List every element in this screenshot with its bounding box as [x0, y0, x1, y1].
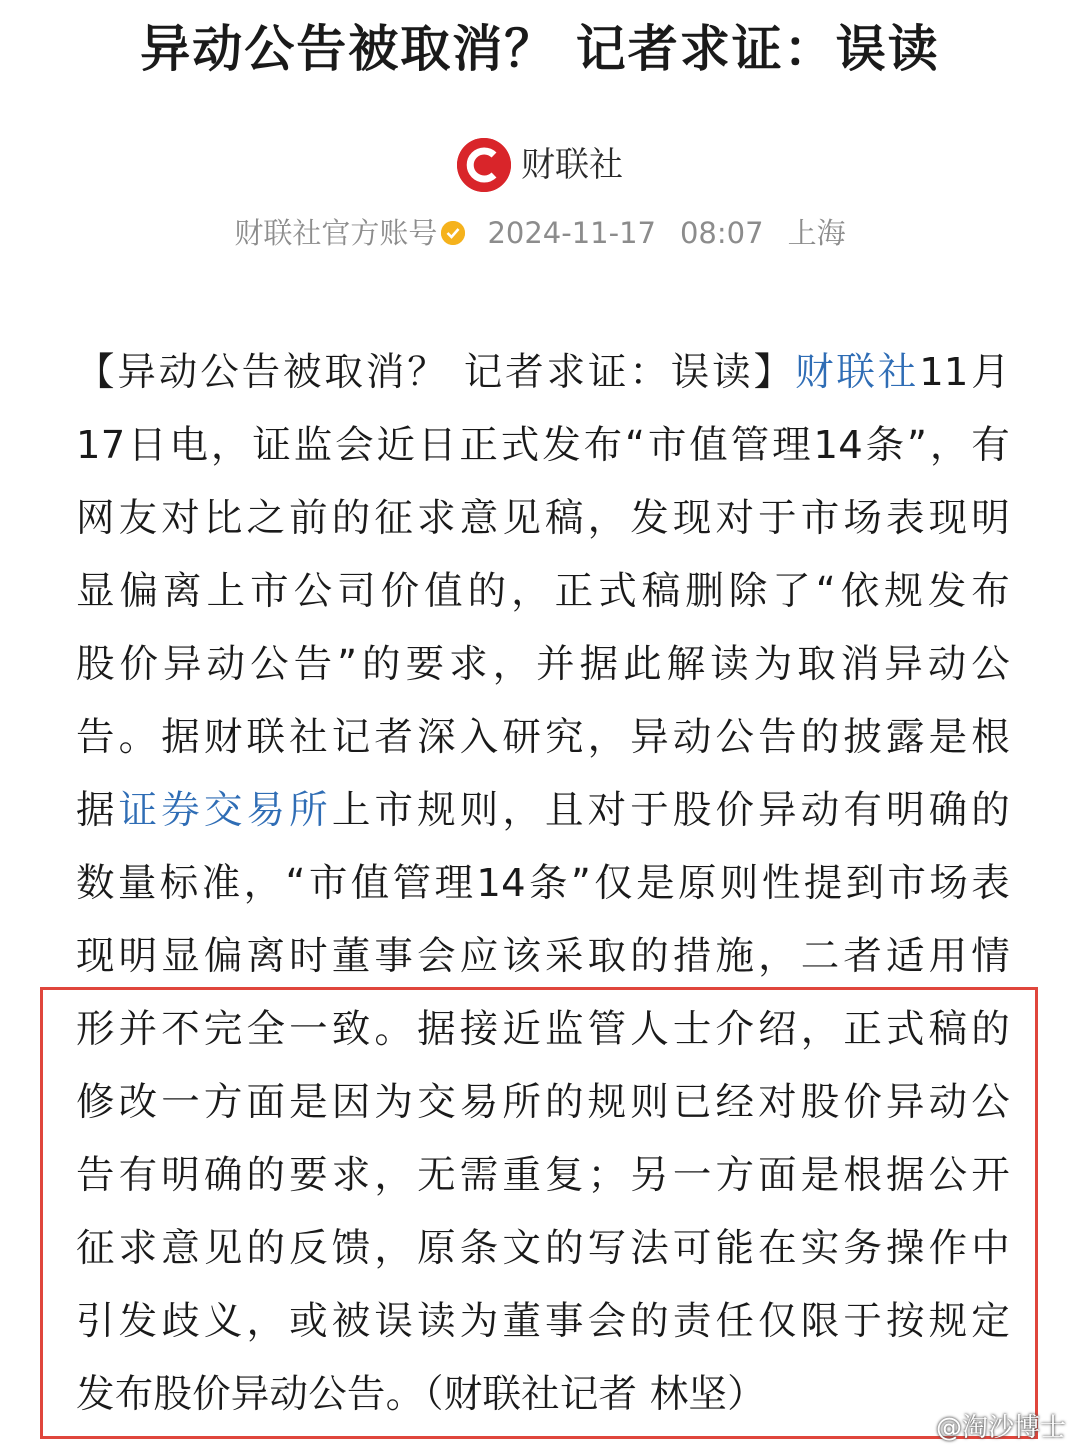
watermark-text: @淘沙博士	[935, 1413, 1066, 1443]
inline-link[interactable]: 证券交易所	[118, 788, 332, 833]
line-text: 告。据财联社记者深入研究，异动公告的披露是根	[76, 715, 1010, 760]
line-text: 显偏离上市公司价值的，正式稿删除了“依规发布	[76, 569, 1010, 614]
article-title: 异动公告被取消？ 记者求证：误读	[140, 20, 940, 78]
publish-date: 2024-11-17	[487, 216, 656, 250]
inline-link[interactable]: 财联社	[794, 350, 920, 395]
line-text: 【异动公告被取消？ 记者求证：误读】	[76, 350, 795, 395]
article-line	[76, 409, 1010, 482]
highlight-box	[40, 987, 1038, 1439]
article-meta	[0, 208, 1080, 258]
article-line	[76, 628, 1010, 701]
line-text: 引发歧义，或被误读为董事会的责任仅限于按规定	[76, 1299, 1010, 1344]
weibo-icon	[902, 1409, 932, 1442]
line-text: 11月	[919, 350, 1010, 395]
line-text: 上市规则，且对于股价异动有明确的	[331, 788, 1010, 833]
line-text: 征求意见的反馈，原条文的写法可能在实务操作中	[76, 1226, 1010, 1271]
line-text: 17日电，证监会近日正式发布“市值管理14条”，有	[76, 423, 1010, 468]
line-text: 发布股价异动公告。（财联社记者 林坚）	[76, 1372, 766, 1417]
line-text: 形并不完全一致。据接近监管人士介绍，正式稿的	[76, 1007, 1010, 1052]
article-line	[76, 920, 1010, 993]
article-line	[76, 555, 1010, 628]
caixin-c-logo-icon[interactable]	[457, 138, 511, 192]
article-line	[76, 701, 1010, 774]
publish-time: 08:07	[679, 216, 764, 250]
article-line	[76, 847, 1010, 920]
publish-location: 上海	[787, 216, 846, 250]
line-text: 网友对比之前的征求意见稿，发现对于市场表现明	[76, 496, 1010, 541]
source-row[interactable]	[0, 138, 1080, 192]
line-text: 数量标准，“市值管理14条”仅是原则性提到市场表	[76, 861, 1010, 906]
line-text: 修改一方面是因为交易所的规则已经对股价异动公	[76, 1080, 1010, 1125]
line-text: 现明显偏离时董事会应该采取的措施，二者适用情	[76, 934, 1010, 979]
article-line	[76, 774, 1010, 847]
watermark	[902, 1407, 1066, 1444]
line-text: 据	[76, 788, 119, 833]
article-line	[76, 336, 1010, 409]
article-line	[76, 482, 1010, 555]
source-name[interactable]: 财联社	[521, 145, 623, 185]
line-text: 股价异动公告”的要求，并据此解读为取消异动公	[76, 642, 1010, 687]
account-name[interactable]: 财联社官方账号	[234, 216, 438, 250]
line-text: 告有明确的要求，无需重复；另一方面是根据公开	[76, 1153, 1010, 1198]
verified-badge-icon	[441, 221, 465, 245]
